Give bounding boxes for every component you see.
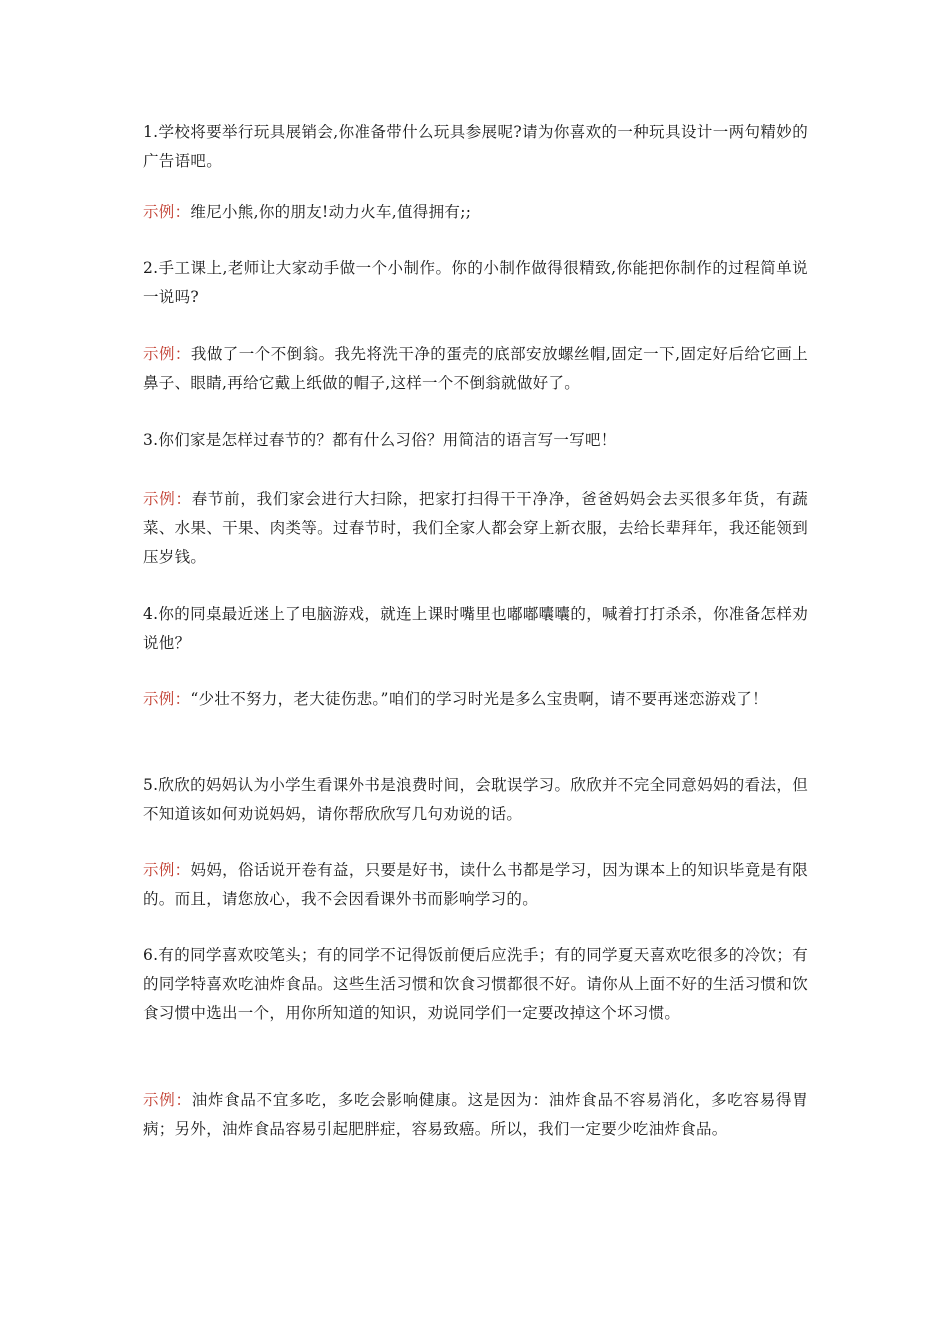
example-label: 示例：	[143, 1091, 192, 1109]
example-3: 示例：春节前，我们家会进行大扫除，把家打扫得干干净净，爸爸妈妈会去买很多年货，有蔬菜、水果、干果、肉类等。过春节时，我们全家人都会穿上新衣服，去给长辈拜年，我还能领到压岁钱。	[143, 490, 809, 566]
question-2: 2.手工课上,老师让大家动手做一个小制作。你的小制作做得很精致,你能把你制作的过程简单说一说吗?	[143, 259, 808, 306]
example-2: 示例：我做了一个不倒翁。我先将洗干净的蛋壳的底部安放螺丝帽,固定一下,固定好后给它画上鼻子、眼睛,再给它戴上纸做的帽子,这样一个不倒翁就做好了。	[143, 345, 809, 392]
question-1: 1.学校将要举行玩具展销会,你准备带什么玩具参展呢?请为你喜欢的一种玩具设计一两句精妙的广告语吧。	[143, 123, 808, 170]
question-4: 4.你的同桌最近迷上了电脑游戏，就连上课时嘴里也嘟嘟囔囔的，喊着打打杀杀，你准备怎样劝说他？	[143, 605, 808, 652]
example-label: 示例：	[143, 490, 192, 508]
example-6: 示例：油炸食品不宜多吃，多吃会影响健康。这是因为：油炸食品不容易消化，多吃容易得胃病；另外，油炸食品容易引起肥胖症，容易致癌。所以，我们一定要少吃油炸食品。	[143, 1091, 809, 1138]
example-label: 示例：	[143, 861, 191, 879]
example-4: 示例：“少壮不努力，老大徒伤悲。”咱们的学习时光是多么宝贵啊，请不要再迷恋游戏了！	[143, 690, 768, 708]
example-label: 示例：	[143, 345, 191, 363]
question-6: 6.有的同学喜欢咬笔头；有的同学不记得饭前便后应洗手；有的同学夏天喜欢吃很多的冷饮；有的同学特喜欢吃油炸食品。这些生活习惯和饮食习惯都很不好。请你从上面不好的生活习惯和饮食习惯中选出一个，用你所知道的知识，劝说同学们一定要改掉这个坏习惯。	[143, 946, 808, 1022]
question-5: 5.欣欣的妈妈认为小学生看课外书是浪费时间，会耽误学习。欣欣并不完全同意妈妈的看法，但不知道该如何劝说妈妈，请你帮欣欣写几句劝说的话。	[143, 776, 808, 823]
example-label: 示例：	[143, 203, 191, 221]
example-1: 示例：维尼小熊,你的朋友!动力火车,值得拥有;;	[143, 203, 472, 221]
example-5: 示例：妈妈，俗话说开卷有益，只要是好书，读什么书都是学习，因为课本上的知识毕竟是有限的。而且，请您放心，我不会因看课外书而影响学习的。	[143, 861, 809, 908]
example-label: 示例：	[143, 690, 191, 708]
question-3: 3.你们家是怎样过春节的？都有什么习俗？用简洁的语言写一写吧！	[143, 431, 617, 449]
